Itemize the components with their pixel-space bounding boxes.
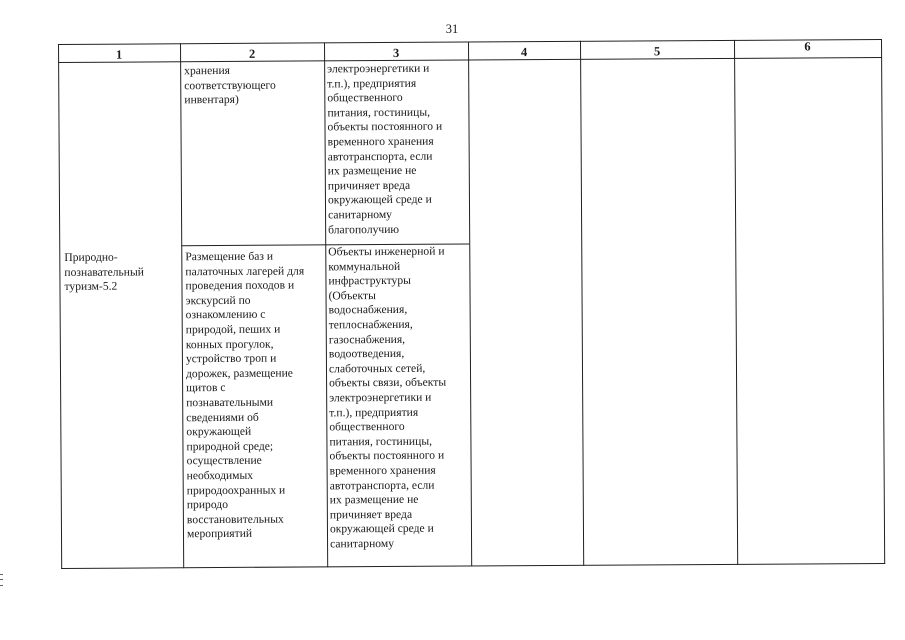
column-header-3: 3 (392, 45, 400, 60)
document-table (58, 39, 885, 569)
row1-col3-cell: электроэнергетики и т.п.), предприятия общественного питания, гостиницы, объекты постоянного и временного хранения автотранспорта, если их размещение не причиняет вреда окружающей среде и санитарному благополучию (327, 61, 443, 236)
column-header-6: 6 (804, 39, 811, 54)
row2-col3-cell: Объекты инженерной и коммунальной инфраструктуры (Объекты водоснабжения, теплоснабжения, газоснабжения, водоотведения, слаботочных сетей, объекты связи, объекты электроэнергетики и т.п.), предприятия общественного питания, гостиницы, объекты постоянного и временного хранения автотранспорта, если их размещение не причиняет вреда окружающей среде и санитарному (328, 244, 447, 551)
column-header-1: 1 (115, 47, 123, 62)
table-bottom-border (61, 563, 885, 569)
table-right-border (881, 39, 886, 564)
page-number: 31 (445, 22, 459, 36)
row2-col1-cell: Природно- познавательный туризм-5.2 (64, 250, 145, 294)
row2-col2-cell: Размещение баз и палаточных лагерей для проведения походов и экскурсий по ознакомлению с природой, пеших и конных прогулок, устройство троп и дорожек, размещение щитов с познавательными сведениями об окружающей природной среде; осуществление необходимых природоохранных и природо восстановительных мероприятий (185, 249, 305, 541)
column-header-4: 4 (520, 45, 528, 60)
column-header-5: 5 (653, 44, 661, 59)
row1-col2-cell: хранения соответствующего инвентаря) (184, 63, 276, 107)
column-divider-5-6 (734, 40, 739, 565)
column-header-2: 2 (248, 46, 256, 61)
column-divider-4-5 (580, 41, 585, 566)
table-left-border (58, 44, 63, 569)
margin-mark (0, 574, 3, 586)
column-divider-1-2 (180, 43, 185, 568)
row1-col1-cell (63, 63, 177, 64)
